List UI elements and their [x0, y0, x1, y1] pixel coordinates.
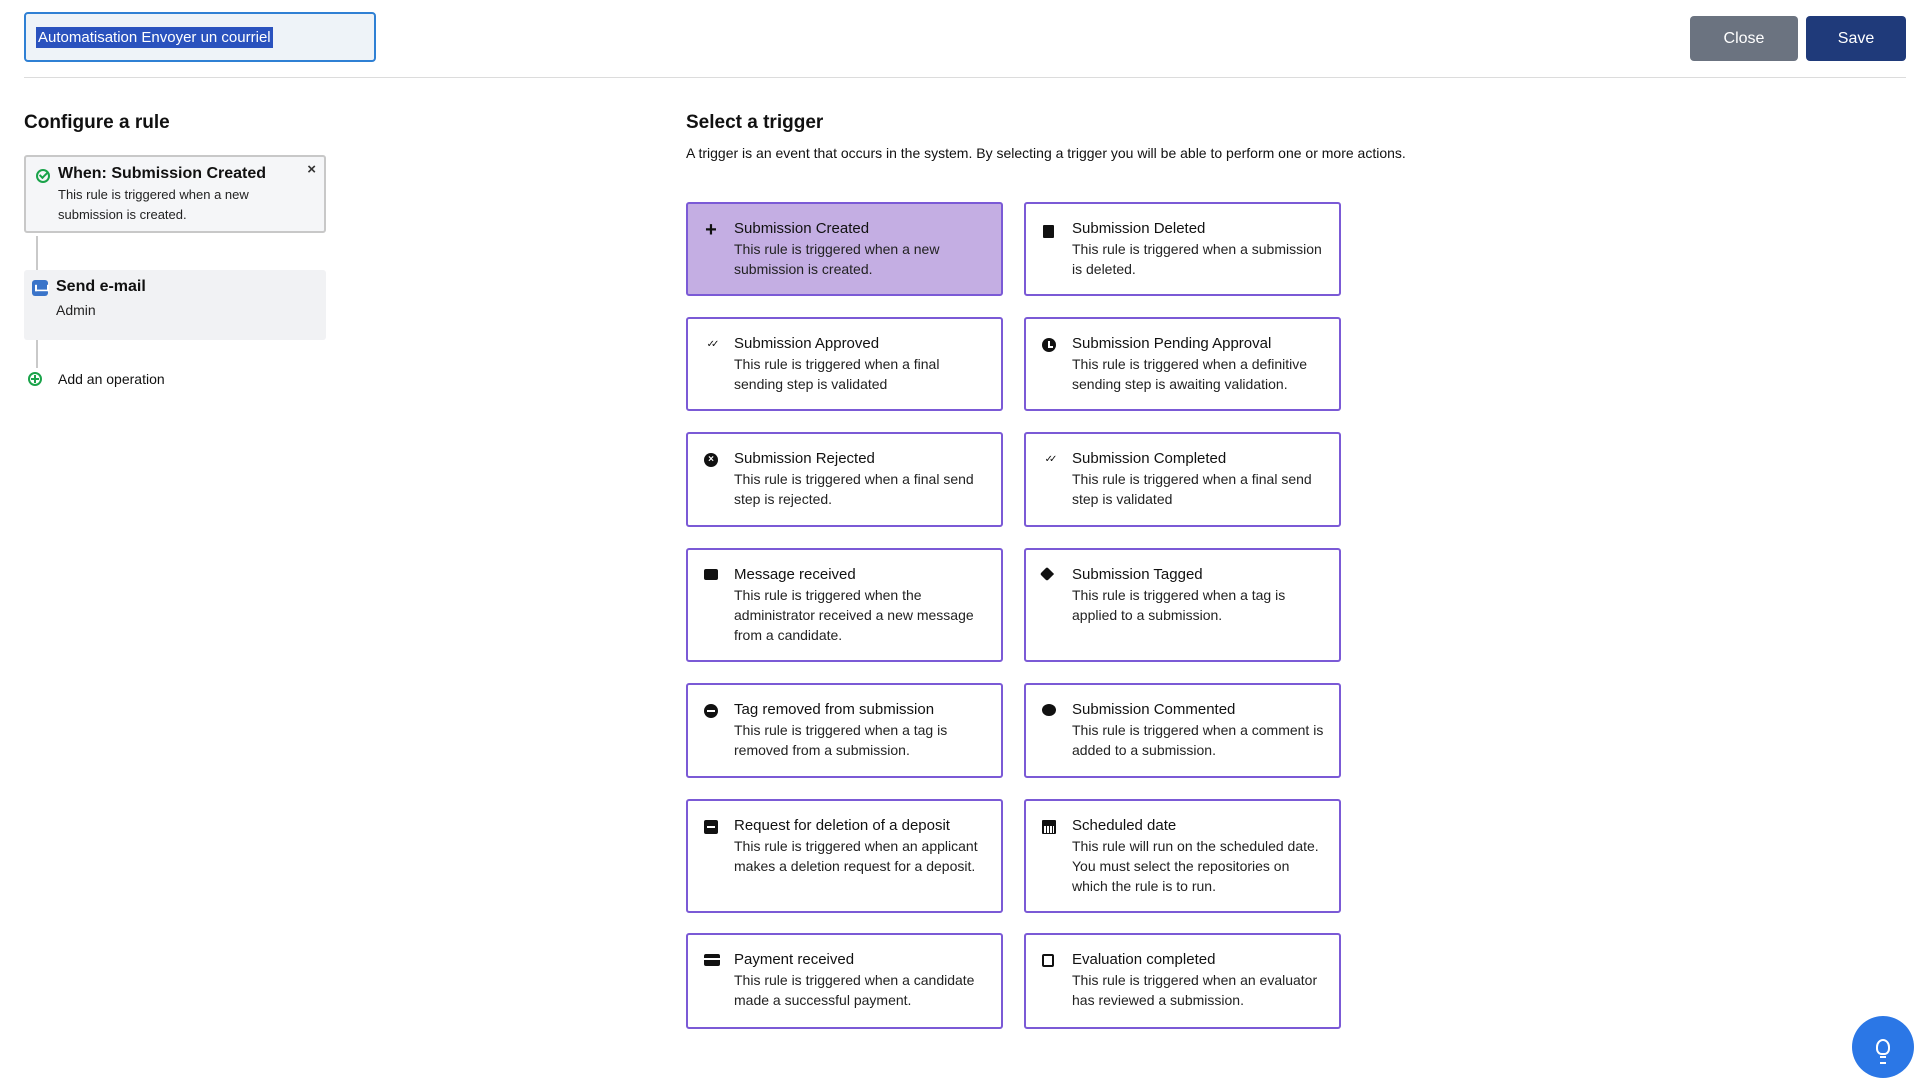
clock-icon: [1042, 338, 1056, 352]
note-icon: [1042, 954, 1054, 967]
trigger-description: This rule is triggered when a comment is added to a submission.: [1072, 722, 1324, 758]
trigger-title: Submission Deleted: [1072, 220, 1206, 237]
minus-box-icon: [704, 820, 718, 834]
trigger-description: This rule is triggered when an applicant makes a deletion request for a deposit.: [734, 838, 978, 874]
trigger-title: Submission Pending Approval: [1072, 335, 1272, 352]
trigger-card-payment-received[interactable]: [686, 933, 1003, 1029]
trigger-card-tag-removed[interactable]: [686, 683, 1003, 778]
trigger-title: Scheduled date: [1072, 817, 1177, 834]
trigger-card-submission-tagged[interactable]: [1024, 548, 1341, 662]
trigger-description: This rule is triggered when the administrator received a new message from a candidate.: [734, 587, 974, 643]
trigger-description: This rule is triggered when a new submission is created.: [734, 241, 940, 277]
trigger-title: Evaluation completed: [1072, 951, 1216, 968]
operation-title: Send e-mail: [56, 278, 146, 295]
trigger-summary-card[interactable]: [24, 155, 326, 233]
trigger-title: Request for deletion of a deposit: [734, 817, 950, 834]
close-icon[interactable]: ×: [307, 161, 316, 178]
trigger-description: This rule is triggered when a candidate made a successful payment.: [734, 972, 975, 1008]
trigger-title: Submission Created: [734, 220, 870, 237]
calendar-icon: [1042, 820, 1056, 834]
save-button[interactable]: Save: [1806, 16, 1906, 61]
minus-circle-icon: [704, 704, 718, 718]
comment-bubble-icon: [1042, 704, 1056, 716]
trigger-description: This rule is triggered when a final send step is rejected.: [734, 471, 974, 507]
top-bar: [24, 12, 1906, 62]
trigger-title: Payment received: [734, 951, 855, 968]
trigger-card-submission-pending-approval[interactable]: [1024, 317, 1341, 411]
x-circle-icon: [704, 453, 718, 467]
trigger-title: Submission Completed: [1072, 450, 1227, 467]
lightbulb-icon: [1876, 1039, 1890, 1055]
trigger-description: This rule is triggered when a final sending step is validated: [734, 356, 940, 392]
close-button[interactable]: Close: [1690, 16, 1798, 61]
trigger-description: This rule is triggered when a definitive sending step is awaiting validation.: [1072, 356, 1308, 392]
header-divider: [24, 77, 1906, 78]
mail-icon: [32, 280, 48, 296]
trigger-card-submission-completed[interactable]: [1024, 432, 1341, 527]
double-check-icon: [1042, 453, 1056, 467]
trigger-description: This rule will run on the scheduled date. You must select the repositories on which the rule is to run.: [1072, 838, 1319, 894]
configure-rule-title: Configure a rule: [24, 112, 170, 133]
tag-icon: [1040, 567, 1054, 581]
trigger-description: This rule is triggered when an evaluator has reviewed a submission.: [1072, 972, 1318, 1008]
trigger-description: This rule is triggered when a final send step is validated: [1072, 471, 1312, 507]
trigger-card-deletion-request[interactable]: [686, 799, 1003, 913]
trigger-card-submission-created[interactable]: [686, 202, 1003, 296]
plus-circle-icon: [28, 372, 42, 386]
trigger-summary-title: When: Submission Created: [58, 165, 267, 182]
select-trigger-title: Select a trigger: [686, 112, 824, 133]
trigger-card-scheduled-date[interactable]: [1024, 799, 1341, 913]
operation-card-send-email[interactable]: [24, 270, 326, 340]
trigger-title: Submission Tagged: [1072, 566, 1203, 583]
add-operation-button[interactable]: [28, 371, 165, 387]
trigger-title: Submission Approved: [734, 335, 880, 352]
plus-icon: [704, 223, 718, 237]
trigger-card-submission-commented[interactable]: [1024, 683, 1341, 778]
trigger-card-submission-approved[interactable]: [686, 317, 1003, 411]
trigger-card-message-received[interactable]: [686, 548, 1003, 662]
trigger-description: This rule is triggered when a submission is deleted.: [1072, 241, 1322, 277]
credit-card-icon: [704, 954, 720, 966]
trigger-title: Message received: [734, 566, 856, 583]
chat-icon: [704, 569, 718, 580]
operation-subtitle: Admin: [56, 302, 96, 318]
trigger-description: This rule is triggered when a tag is removed from a submission.: [734, 722, 948, 758]
double-check-icon: [704, 338, 718, 352]
trigger-card-evaluation-completed[interactable]: [1024, 933, 1341, 1029]
select-trigger-description: A trigger is an event that occurs in the system. By selecting a trigger you will be able to perform one or more actions.: [686, 145, 1406, 161]
trigger-title: Submission Commented: [1072, 701, 1236, 718]
trigger-card-submission-deleted[interactable]: [1024, 202, 1341, 296]
trigger-description: This rule is triggered when a tag is applied to a submission.: [1072, 587, 1286, 623]
trigger-summary-description: This rule is triggered when a new submission is created.: [58, 187, 249, 222]
trigger-card-submission-rejected[interactable]: [686, 432, 1003, 527]
check-circle-icon: [36, 169, 50, 183]
help-button[interactable]: [1852, 1016, 1914, 1078]
rule-name-value: Automatisation Envoyer un courriel: [38, 28, 271, 46]
rule-name-input[interactable]: [24, 12, 376, 62]
trigger-title: Tag removed from submission: [734, 701, 935, 718]
trigger-title: Submission Rejected: [734, 450, 875, 467]
add-operation-label: Add an operation: [58, 371, 165, 387]
trash-icon: [1043, 225, 1054, 238]
